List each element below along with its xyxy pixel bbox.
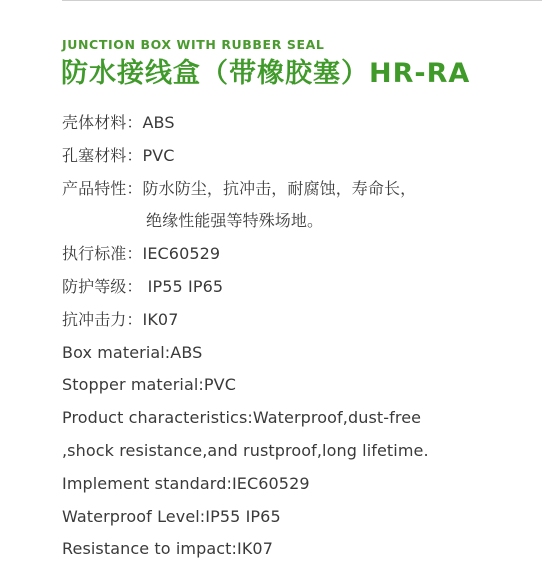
spec-standard-cn: 执行标准：IEC60529 — [62, 244, 221, 264]
spec-stopper-material-cn: 孔塞材料：PVC — [62, 145, 175, 165]
spec-shell-material-cn: 壳体材料：ABS — [62, 113, 175, 132]
product-subtitle-en: JUNCTION BOX WITH RUBBER SEAL — [62, 37, 325, 52]
spec-impact-resistance-en: Resistance to impact:IK07 — [62, 539, 273, 559]
spec-list — [62, 107, 532, 566]
spec-waterproof-level-en: Waterproof Level:IP55 IP65 — [62, 506, 281, 526]
spec-characteristics-cn-continued: 绝缘性能强等特殊场地。 — [146, 211, 324, 231]
spec-characteristics-cn: 产品特性：防水防尘，抗冲击，耐腐蚀，寿命长， — [62, 178, 417, 198]
spec-protection-level-cn: 防护等级： IP55 IP65 — [62, 276, 224, 296]
spec-characteristics-en: Product characteristics:Waterproof,dust-free — [62, 408, 422, 428]
top-divider — [62, 0, 542, 1]
spec-box-material-en: Box material:ABS — [62, 342, 203, 362]
spec-stopper-material-en: Stopper material:PVC — [62, 375, 236, 395]
product-title: 防水接线盒（带橡胶塞）HR-RA — [61, 58, 471, 89]
spec-standard-en: Implement standard:IEC60529 — [62, 473, 310, 493]
spec-impact-resistance-cn: 抗冲击力：IK07 — [62, 309, 179, 329]
spec-characteristics-en-continued: ,shock resistance,and rustproof,long lifetime. — [62, 440, 429, 460]
